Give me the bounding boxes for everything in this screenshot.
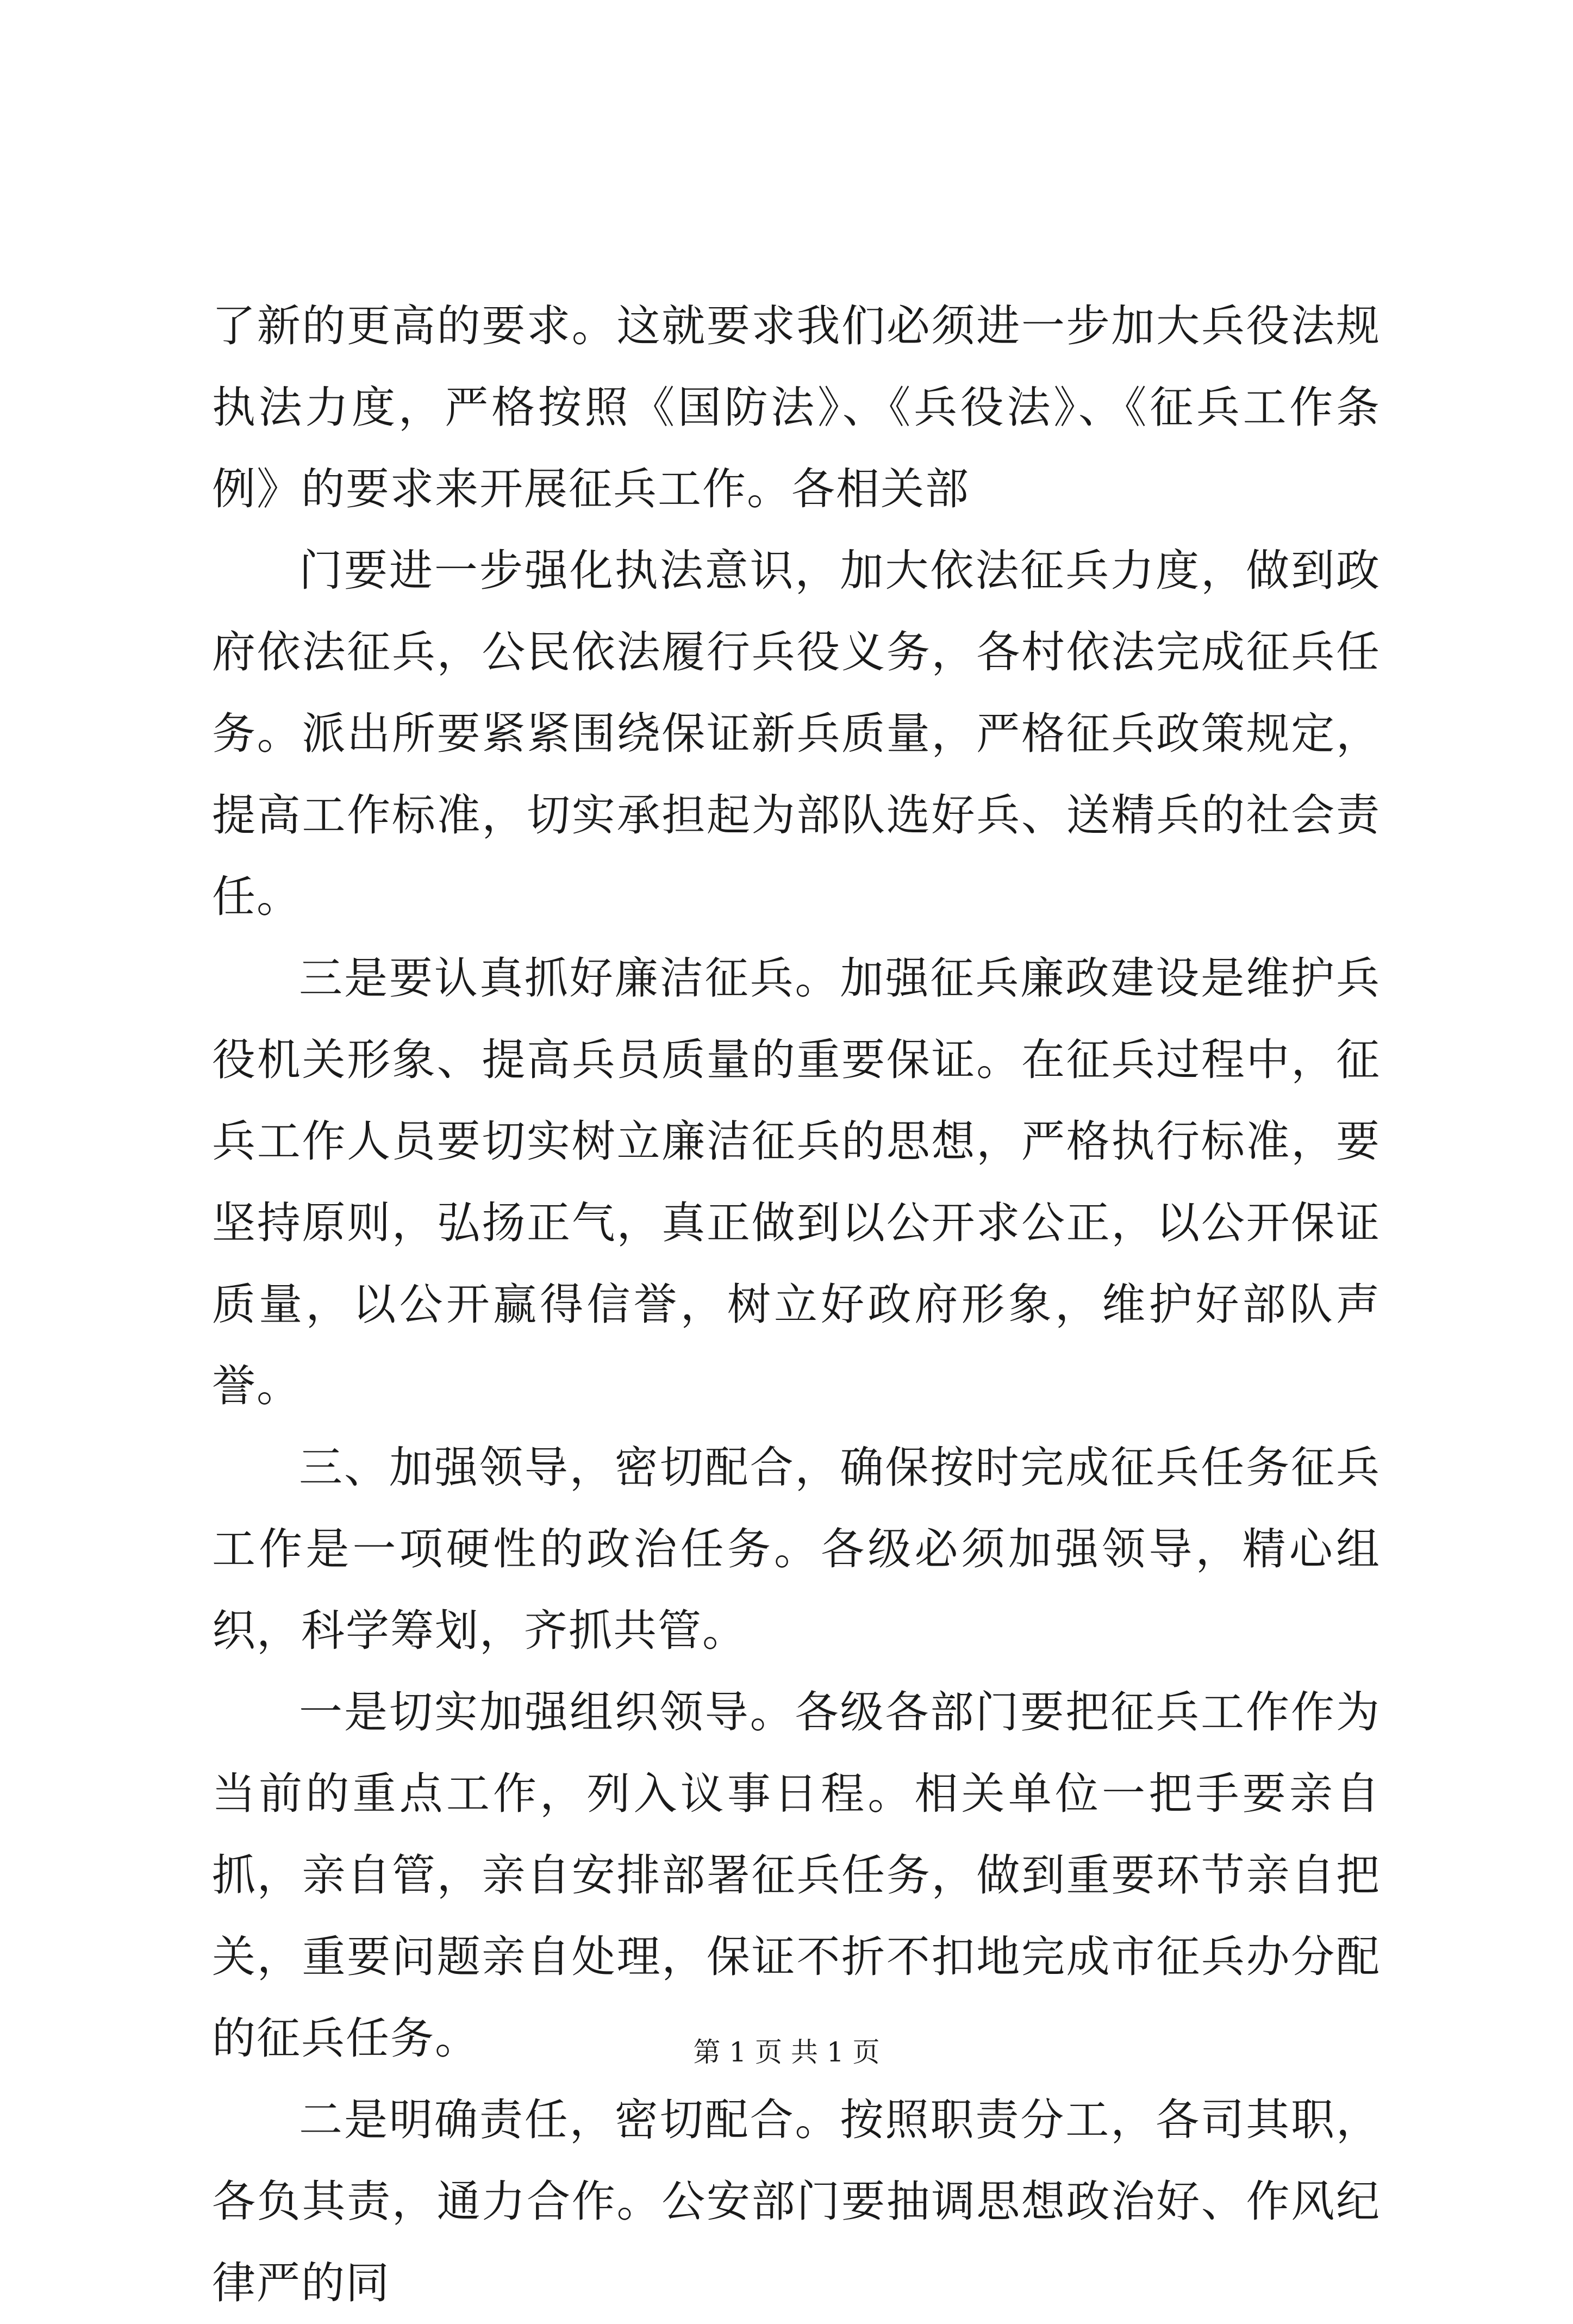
paragraph-6: 二是明确责任，密切配合。按照职责分工，各司其职，各负其责，通力合作。公安部门要抽调思想政治好、作风纪律严的同 bbox=[212, 2095, 1381, 2308]
paragraph-5: 一是切实加强组织领导。各级各部门要把征兵工作作为当前的重点工作，列入议事日程。相关单位一把手要亲自抓，亲自管，亲自安排部署征兵任务，做到重要环节亲自把关，重要问题亲自处理，保证不折不扣地完成市征兵办分配的征兵任务。 bbox=[212, 1687, 1381, 2064]
document-body bbox=[212, 285, 1381, 2324]
paragraph-4: 三、加强领导，密切配合，确保按时完成征兵任务征兵工作是一项硬性的政治任务。各级必须加强领导，精心组织，科学筹划，齐抓共管。 bbox=[212, 1442, 1381, 1656]
paragraph-3: 三是要认真抓好廉洁征兵。加强征兵廉政建设是维护兵役机关形象、提高兵员质量的重要保证。在征兵过程中，征兵工作人员要切实树立廉洁征兵的思想，严格执行标准，要坚持原则，弘扬正气，真正做到以公开求公正，以公开保证质量，以公开赢得信誉，树立好政府形象，维护好部队声誉。 bbox=[212, 953, 1381, 1411]
page-footer: 第 1 页 共 1 页 bbox=[693, 2036, 880, 2068]
paragraph-1: 了新的更高的要求。这就要求我们必须进一步加大兵役法规执法力度，严格按照《国防法》、《兵役法》、《征兵工作条例》的要求来开展征兵工作。各相关部 bbox=[212, 301, 1381, 514]
paragraph-2: 门要进一步强化执法意识，加大依法征兵力度，做到政府依法征兵，公民依法履行兵役义务，各村依法完成征兵任务。派出所要紧紧围绕保证新兵质量，严格征兵政策规定，提高工作标准，切实承担起为部队选好兵、送精兵的社会责任。 bbox=[212, 545, 1381, 922]
